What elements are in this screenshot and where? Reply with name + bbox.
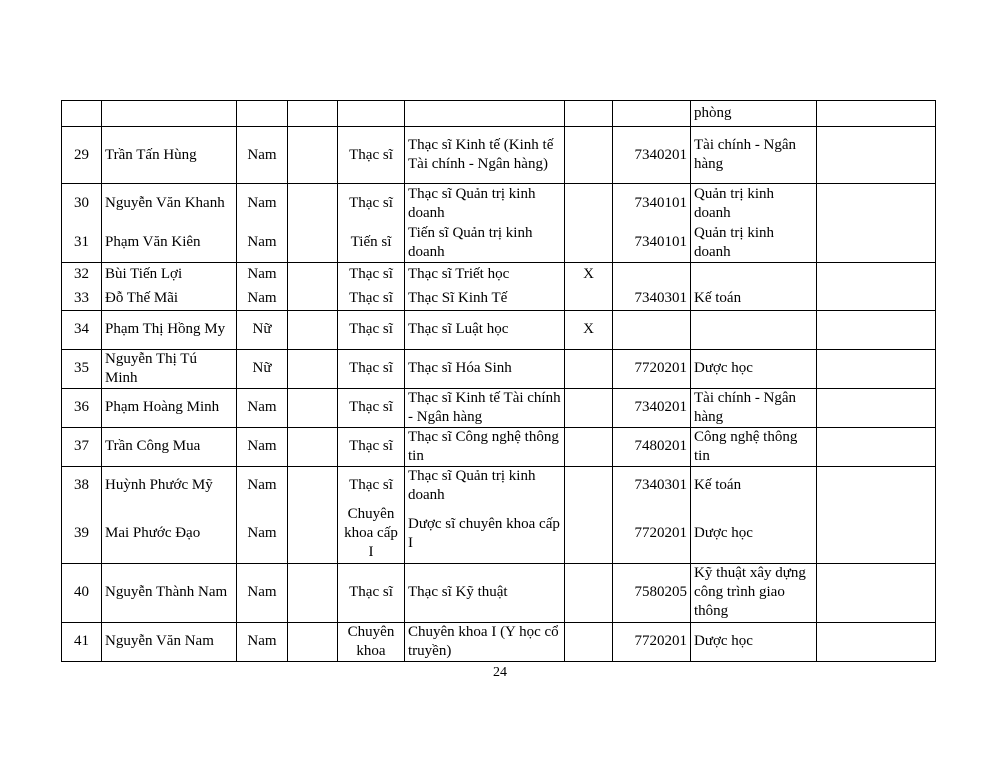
cell-mark <box>565 349 613 388</box>
cell-gender: Nam <box>237 127 288 184</box>
table-row <box>62 310 936 349</box>
cell-mark <box>565 427 613 466</box>
cell-code <box>613 262 691 287</box>
cell-field: Thạc sĩ Hóa Sinh <box>405 349 565 388</box>
cell-major: Quản trị kinh doanh <box>691 224 817 263</box>
cell-mark <box>565 388 613 427</box>
cell-mark <box>565 466 613 505</box>
table-row <box>62 427 936 466</box>
cell-no: 36 <box>62 388 102 427</box>
cell-major: Dược học <box>691 622 817 661</box>
cell-code: 7340101 <box>613 224 691 263</box>
cell-degree: Chuyên khoa <box>338 622 405 661</box>
table-row-carryover <box>62 101 936 127</box>
cell-field: Dược sĩ chuyên khoa cấp I <box>405 505 565 563</box>
cell-mark <box>565 224 613 263</box>
cell-major: Công nghệ thông tin <box>691 427 817 466</box>
cell-code <box>613 310 691 349</box>
cell-mark <box>565 505 613 563</box>
cell-code: 7340301 <box>613 287 691 310</box>
cell-name: Mai Phước Đạo <box>102 505 237 563</box>
cell-name: Bùi Tiến Lợi <box>102 262 237 287</box>
cell-degree: Thạc sĩ <box>338 184 405 224</box>
cell-no: 34 <box>62 310 102 349</box>
cell-major: Dược học <box>691 505 817 563</box>
cell-no: 31 <box>62 224 102 263</box>
cell-major: Tài chính - Ngân hàng <box>691 388 817 427</box>
cell-field: Thạc Sĩ Kinh Tế <box>405 287 565 310</box>
cell-mark <box>565 287 613 310</box>
cell-gender: Nam <box>237 388 288 427</box>
cell-name: Nguyễn Văn Nam <box>102 622 237 661</box>
cell-no: 33 <box>62 287 102 310</box>
cell-code: 7720201 <box>613 622 691 661</box>
cell-gender: Nam <box>237 505 288 563</box>
cell-major: Kỹ thuật xây dựng công trình giao thông <box>691 563 817 622</box>
cell-mark: X <box>565 262 613 287</box>
cell-no: 30 <box>62 184 102 224</box>
cell-degree: Thạc sĩ <box>338 466 405 505</box>
cell-name: Đỗ Thế Mãi <box>102 287 237 310</box>
cell-field: Thạc sĩ Quản trị kinh doanh <box>405 184 565 224</box>
cell-no: 35 <box>62 349 102 388</box>
cell-degree: Thạc sĩ <box>338 388 405 427</box>
cell-degree: Thạc sĩ <box>338 262 405 287</box>
cell-mark <box>565 563 613 622</box>
cell-code: 7720201 <box>613 505 691 563</box>
table-row <box>62 466 936 505</box>
cell-field: Chuyên khoa I (Y học cổ truyền) <box>405 622 565 661</box>
cell-name: Huỳnh Phước Mỹ <box>102 466 237 505</box>
cell-major <box>691 310 817 349</box>
table-row <box>62 224 936 263</box>
cell-gender: Nam <box>237 427 288 466</box>
cell-major: Dược học <box>691 349 817 388</box>
table-row <box>62 184 936 224</box>
cell-gender: Nam <box>237 563 288 622</box>
cell-gender: Nam <box>237 224 288 263</box>
cell-mark <box>565 184 613 224</box>
cell-degree: Thạc sĩ <box>338 127 405 184</box>
cell-gender: Nam <box>237 622 288 661</box>
cell-mark <box>565 622 613 661</box>
cell-degree: Chuyên khoa cấp I <box>338 505 405 563</box>
table-row <box>62 287 936 310</box>
cell-field: Thạc sĩ Công nghệ thông tin <box>405 427 565 466</box>
cell-name: Trần Công Mua <box>102 427 237 466</box>
cell-degree: Thạc sĩ <box>338 310 405 349</box>
cell-degree: Thạc sĩ <box>338 563 405 622</box>
cell-field: Thạc sĩ Quản trị kinh doanh <box>405 466 565 505</box>
cell-major: Kế toán <box>691 287 817 310</box>
cell-gender: Nữ <box>237 349 288 388</box>
cell-gender: Nam <box>237 184 288 224</box>
table-row <box>62 622 936 661</box>
table-row <box>62 262 936 287</box>
cell-code: 7340201 <box>613 127 691 184</box>
cell-field: Thạc sĩ Triết học <box>405 262 565 287</box>
cell-no: 39 <box>62 505 102 563</box>
cell-name: Phạm Hoàng Minh <box>102 388 237 427</box>
cell-name: Phạm Thị Hồng My <box>102 310 237 349</box>
cell-field: Thạc sĩ Kinh tế (Kinh tế Tài chính - Ngân hàng) <box>405 127 565 184</box>
cell-name: Nguyễn Thành Nam <box>102 563 237 622</box>
cell-degree: Tiến sĩ <box>338 224 405 263</box>
table-row <box>62 349 936 388</box>
cell-no: 32 <box>62 262 102 287</box>
cell-code: 7720201 <box>613 349 691 388</box>
cell-mark <box>565 127 613 184</box>
table-row <box>62 388 936 427</box>
cell-code: 7580205 <box>613 563 691 622</box>
cell-no: 41 <box>62 622 102 661</box>
cell-field: Thạc sĩ Kỹ thuật <box>405 563 565 622</box>
cell-no: 40 <box>62 563 102 622</box>
table-row <box>62 127 936 184</box>
staff-table <box>61 100 936 662</box>
cell-major <box>691 262 817 287</box>
table-row <box>62 563 936 622</box>
cell-mark: X <box>565 310 613 349</box>
cell-degree: Thạc sĩ <box>338 427 405 466</box>
table-row <box>62 505 936 563</box>
cell-gender: Nữ <box>237 310 288 349</box>
cell-code: 7340101 <box>613 184 691 224</box>
cell-field: Tiến sĩ Quản trị kinh doanh <box>405 224 565 263</box>
cell-field: Thạc sĩ Luật học <box>405 310 565 349</box>
cell-no: 37 <box>62 427 102 466</box>
cell-name: Nguyễn Thị Tú Minh <box>102 349 237 388</box>
cell-degree: Thạc sĩ <box>338 349 405 388</box>
cell-major: Quản trị kinh doanh <box>691 184 817 224</box>
cell-gender: Nam <box>237 287 288 310</box>
cell-no: 38 <box>62 466 102 505</box>
cell-degree: Thạc sĩ <box>338 287 405 310</box>
cell-code: 7340201 <box>613 388 691 427</box>
cell-gender: Nam <box>237 466 288 505</box>
cell-no: 29 <box>62 127 102 184</box>
cell-name: Trần Tấn Hùng <box>102 127 237 184</box>
cell-name: Nguyễn Văn Khanh <box>102 184 237 224</box>
cell-major: Tài chính - Ngân hàng <box>691 127 817 184</box>
cell-major: phòng <box>691 101 817 127</box>
page-number: 24 <box>493 665 507 680</box>
cell-gender: Nam <box>237 262 288 287</box>
cell-field: Thạc sĩ Kinh tế Tài chính - Ngân hàng <box>405 388 565 427</box>
cell-name: Phạm Văn Kiên <box>102 224 237 263</box>
cell-code: 7340301 <box>613 466 691 505</box>
cell-major: Kế toán <box>691 466 817 505</box>
cell-code: 7480201 <box>613 427 691 466</box>
